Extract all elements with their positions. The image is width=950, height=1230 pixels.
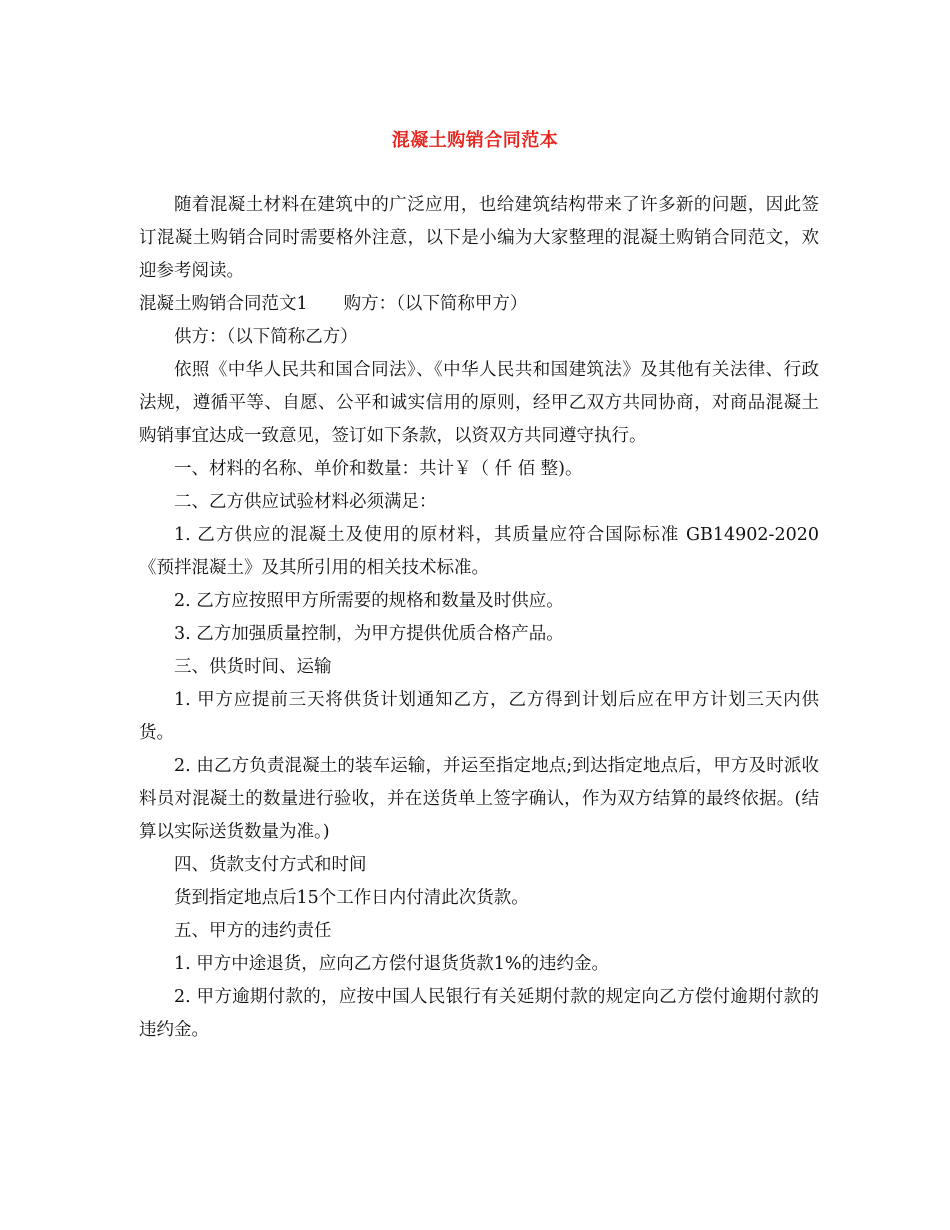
sample-heading: 混凝土购销合同范文1 [139,294,308,314]
clause-paragraph: 货到指定地点后15个工作日内付清此次货款。 [174,888,529,908]
document-title: 混凝土购销合同范本 [391,130,559,151]
clause-paragraph: 一、材料的名称、单价和数量：共计￥（ 仟 佰 整)。 [174,459,583,479]
clause-paragraph: 3. 乙方加强质量控制，为甲方提供优质合格产品。 [174,624,564,644]
clause-paragraph: 2. 甲方逾期付款的，应按中国人民银行有关延期付款的规定向乙方偿付逾期付款的违约金。 [139,987,819,1040]
clause-paragraph: 五、甲方的违约责任 [174,921,332,941]
clause-paragraph: 三、供货时间、运输 [174,657,332,677]
clause-paragraph: 四、货款支付方式和时间 [174,855,367,875]
clause-paragraph: 1. 甲方中途退货，应向乙方偿付退货货款1%的违约金。 [174,954,610,974]
supplier-line: 供方：（以下简称乙方） [174,327,358,347]
clause-paragraph: 二、乙方供应试验材料必须满足： [174,492,437,512]
intro-paragraph: 随着混凝土材料在建筑中的广泛应用，也给建筑结构带来了许多新的问题，因此签订混凝土购销合同时需要格外注意，以下是小编为大家整理的混凝土购销合同范文，欢迎参考阅读。 [139,195,819,281]
preamble-paragraph: 依照《中华人民共和国合同法》、《中华人民共和国建筑法》及其他有关法律、行政法规，遵循平等、自愿、公平和诚实信用的原则，经甲乙双方共同协商，对商品混凝土购销事宜达成一致意见，签订如下条款，以资双方共同遵守执行。 [139,360,819,446]
clause-paragraph: 2. 由乙方负责混凝土的装车运输，并运至指定地点;到达指定地点后，甲方及时派收料员对混凝土的数量进行验收，并在送货单上签字确认，作为双方结算的最终依据。(结算以实际送货数量为准。) [139,756,819,842]
clause-paragraph: 1. 乙方供应的混凝土及使用的原材料，其质量应符合国际标准 GB14902-2020《预拌混凝土》及其所引用的相关技术标准。 [139,525,819,578]
sample-heading-line [139,288,819,321]
clause-paragraph: 2. 乙方应按照甲方所需要的规格和数量及时供应。 [174,591,564,611]
document-body [139,189,819,1047]
clause-paragraph: 1. 甲方应提前三天将供货计划通知乙方，乙方得到计划后应在甲方计划三天内供货。 [139,690,819,743]
buyer-line: 购方：（以下简称甲方） [343,294,528,314]
